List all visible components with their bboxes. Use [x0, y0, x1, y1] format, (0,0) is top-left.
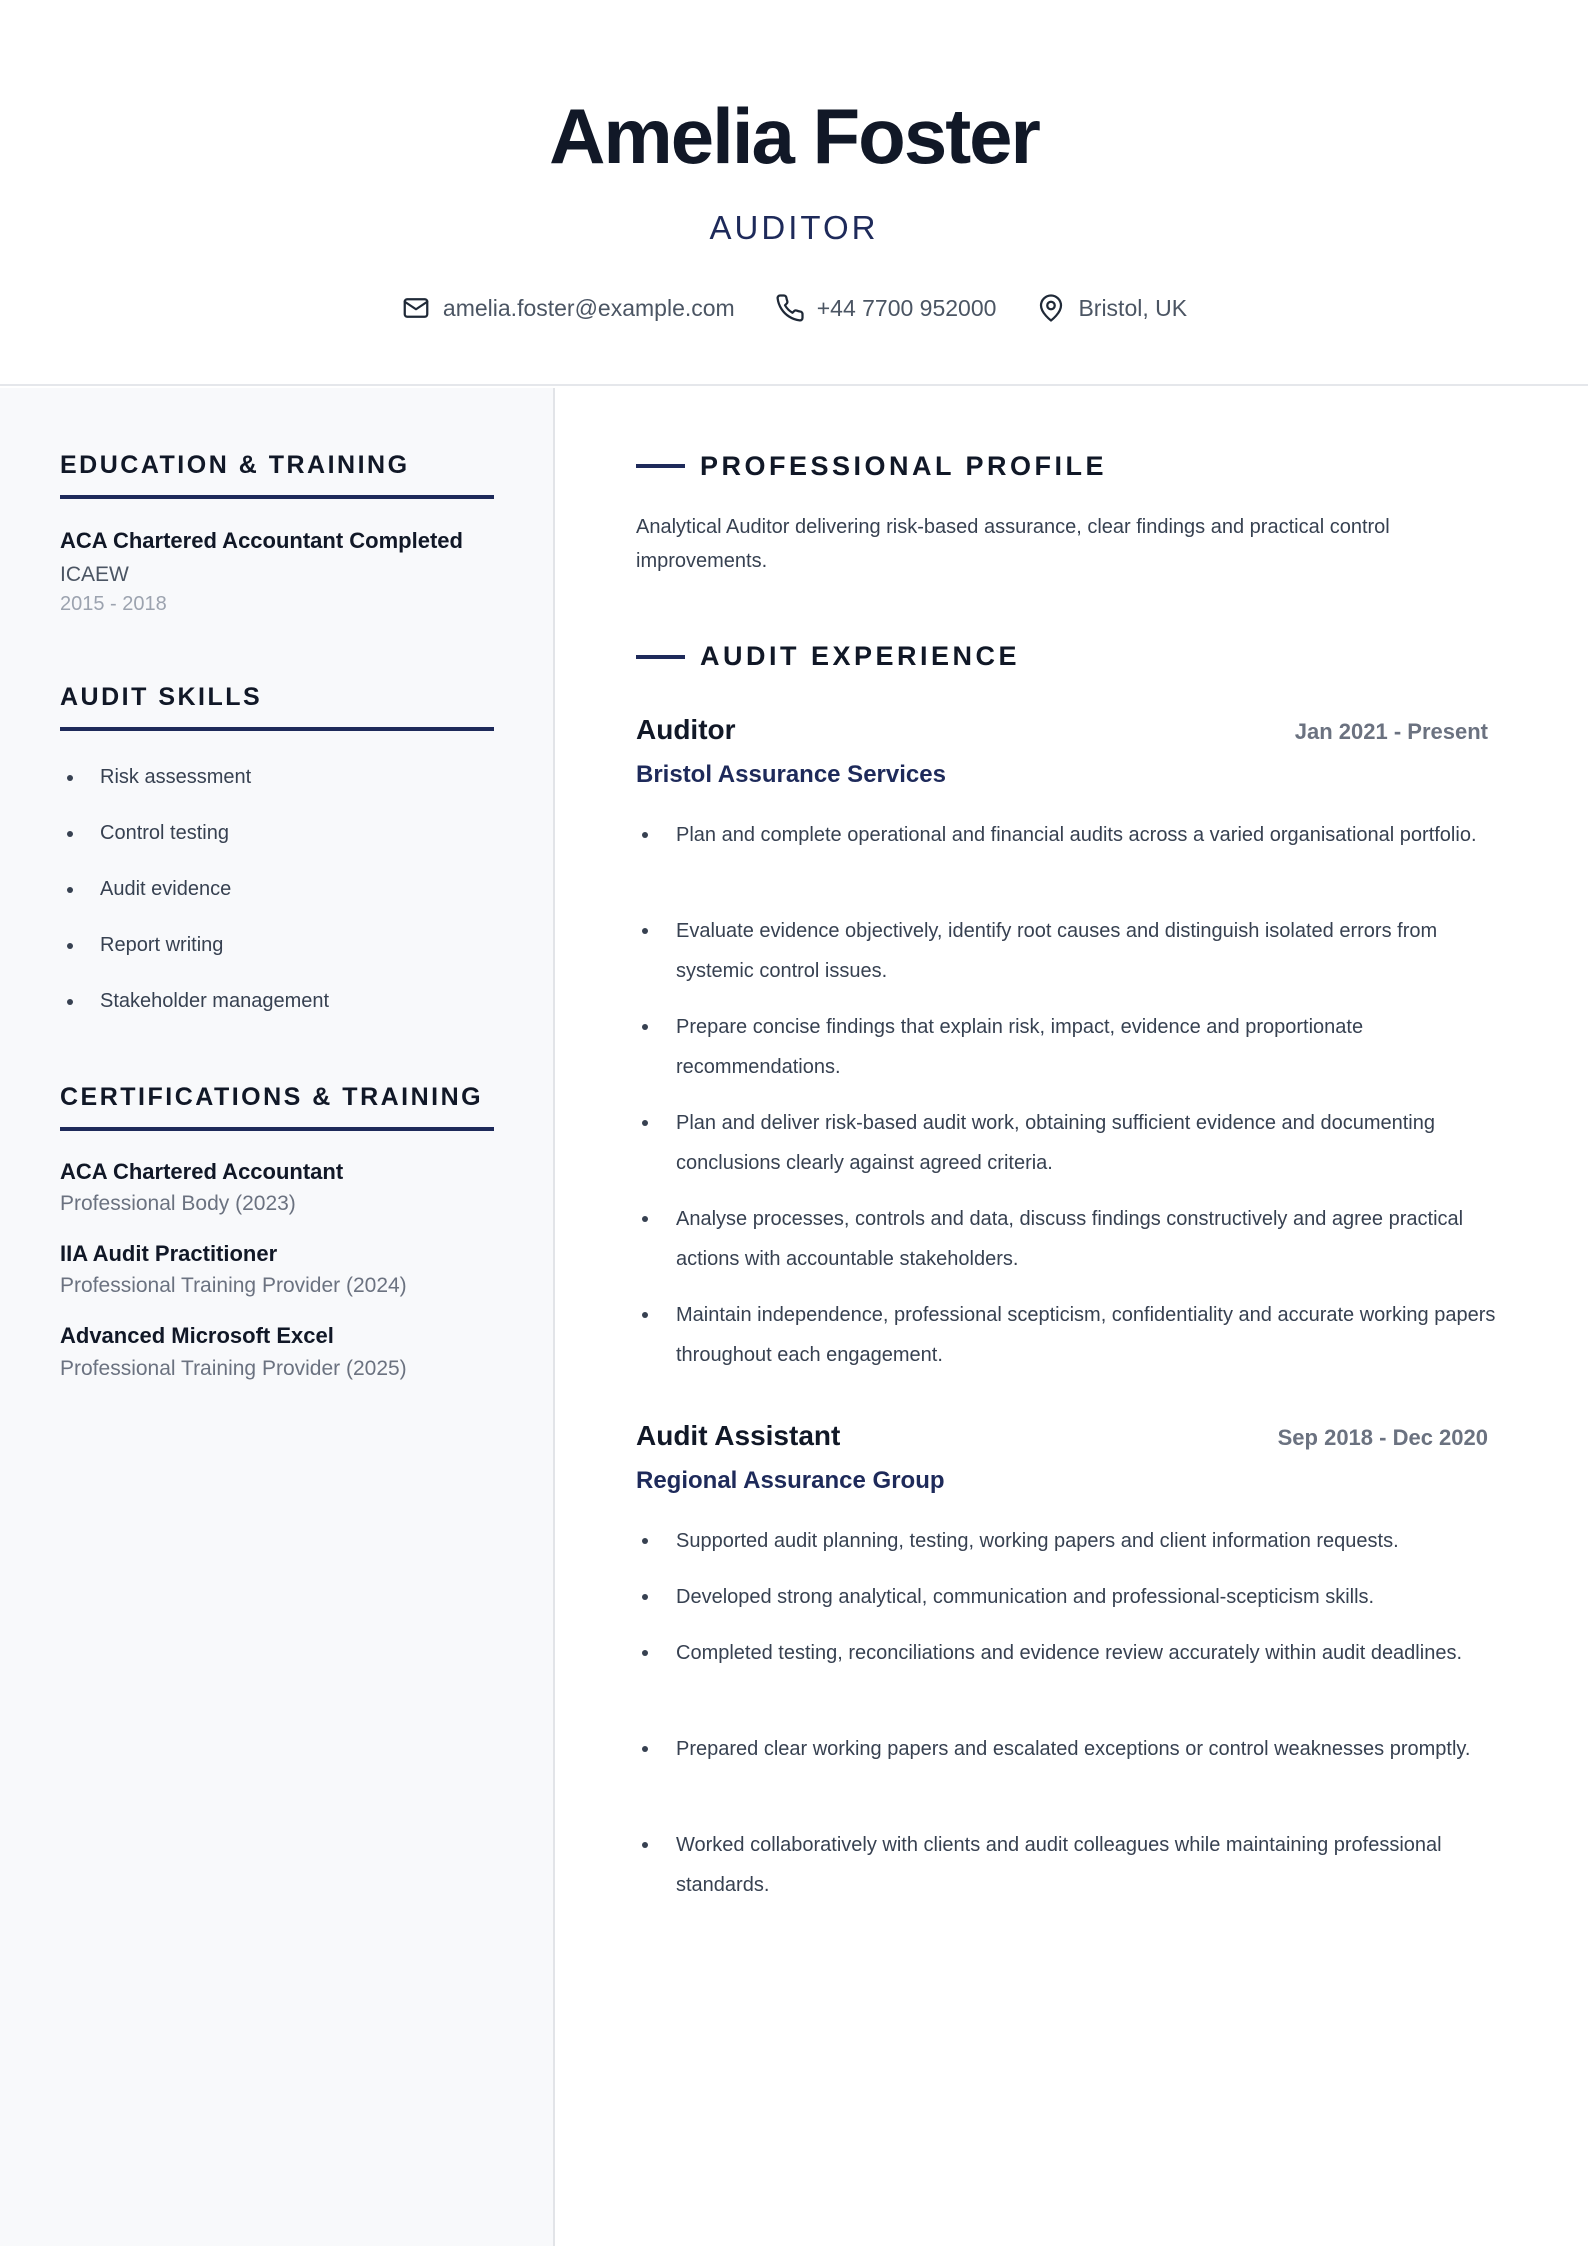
job-bullet: Completed testing, reconciliations and evidence review accurately within audit deadlines.: [676, 1633, 1496, 1673]
contact-location: [1036, 290, 1187, 326]
education-divider: [60, 495, 494, 499]
cert-name: Advanced Microsoft Excel: [60, 1323, 334, 1348]
skill-item: Stakeholder management: [100, 986, 329, 1016]
job-bullet: Plan and complete operational and financial audits across a varied organisational portfolio.: [676, 815, 1496, 855]
skill-item: Control testing: [100, 818, 229, 848]
job-bullet: Maintain independence, professional scepticism, confidentiality and accurate working papers throughout each engagement.: [676, 1295, 1496, 1375]
email-text: amelia.foster@example.com: [442, 295, 735, 321]
experience-heading-bar: [636, 655, 685, 659]
education-years: 2015 - 2018: [60, 593, 167, 615]
job-role: AUDITOR: [709, 209, 879, 246]
job-bullet: Evaluate evidence objectively, identify root causes and distinguish isolated errors from systemic control issues.: [676, 911, 1496, 991]
resume-header: [0, 0, 1588, 386]
education-title: ACA Chartered Accountant Completed: [60, 528, 463, 553]
skill-item: Risk assessment: [100, 762, 251, 792]
candidate-name: Amelia Foster: [549, 92, 1039, 180]
contact-info: [0, 290, 1588, 326]
cert-name: ACA Chartered Accountant: [60, 1159, 344, 1184]
job-bullet: Developed strong analytical, communication and professional-scepticism skills.: [676, 1577, 1496, 1617]
job-bullet: Prepared clear working papers and escalated exceptions or control weaknesses promptly.: [676, 1729, 1496, 1769]
skills-divider: [60, 727, 494, 731]
location-pin-icon: [1036, 293, 1066, 323]
job-title: Auditor: [636, 714, 736, 745]
certifications-divider: [60, 1127, 494, 1131]
profile-text: Analytical Auditor delivering risk-based assurance, clear findings and practical control improvements.: [636, 516, 1390, 572]
job-dates: Jan 2021 - Present: [1294, 719, 1488, 744]
certifications-heading: CERTIFICATIONS & TRAINING: [60, 1083, 484, 1111]
skill-item: Audit evidence: [100, 874, 231, 904]
phone-text: +44 7700 952000: [816, 295, 997, 321]
job-title: Audit Assistant: [636, 1420, 841, 1451]
job-bullet: Prepare concise findings that explain risk, impact, evidence and proportionate recommendations.: [676, 1007, 1496, 1087]
job-company: Regional Assurance Group: [636, 1467, 945, 1494]
cert-issuer: Professional Body (2023): [60, 1192, 296, 1215]
job-bullet: Supported audit planning, testing, working papers and client information requests.: [676, 1521, 1496, 1561]
main-content: [557, 388, 1588, 2246]
experience-heading: AUDIT EXPERIENCE: [700, 641, 1021, 671]
job-company: Bristol Assurance Services: [636, 761, 946, 788]
job-bullet: Worked collaboratively with clients and audit colleagues while maintaining professional standards.: [676, 1825, 1496, 1905]
education-heading: EDUCATION & TRAINING: [60, 451, 410, 479]
job-dates: Sep 2018 - Dec 2020: [1277, 1425, 1488, 1450]
job-bullet: Analyse processes, controls and data, discuss findings constructively and agree practical actions with accountable stakeholders.: [676, 1199, 1496, 1279]
education-org: ICAEW: [60, 563, 129, 586]
cert-issuer: Professional Training Provider (2024): [60, 1274, 407, 1297]
job-bullet: Plan and deliver risk-based audit work, obtaining sufficient evidence and documenting conclusions clearly against agreed criteria.: [676, 1103, 1496, 1183]
sidebar: [0, 388, 555, 2246]
skills-heading: AUDIT SKILLS: [60, 683, 263, 711]
skill-item: Report writing: [100, 930, 223, 960]
contact-email[interactable]: [401, 290, 735, 326]
location-text: Bristol, UK: [1078, 295, 1188, 321]
phone-icon: [775, 293, 805, 323]
profile-heading-bar: [636, 464, 685, 468]
cert-issuer: Professional Training Provider (2025): [60, 1357, 407, 1380]
cert-name: IIA Audit Practitioner: [60, 1241, 278, 1266]
mail-icon: [401, 293, 431, 323]
contact-phone[interactable]: [775, 290, 997, 326]
profile-heading: PROFESSIONAL PROFILE: [700, 451, 1108, 481]
